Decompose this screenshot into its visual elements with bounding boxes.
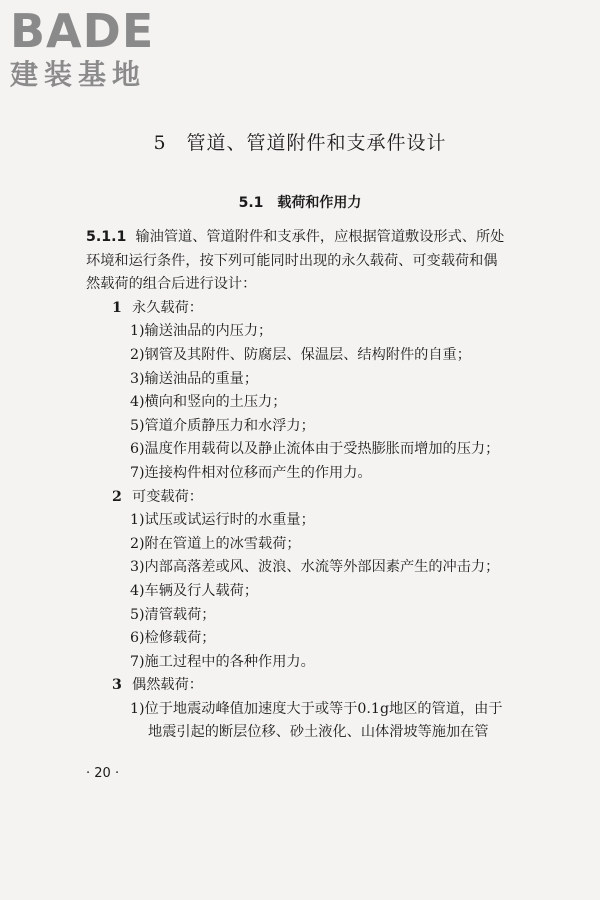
- list-item: 7)施工过程中的各种作用力。: [130, 653, 315, 670]
- clause-text: 输油管道、管道附件和支承件，应根据管道敷设形式、所处: [135, 229, 505, 245]
- bade-logo: [10, 6, 180, 92]
- list-item: 6)检修载荷；: [130, 630, 216, 647]
- list-item: 6)温度作用载荷以及静止流体由于受热膨胀而增加的压力；: [130, 441, 500, 458]
- list-item: 1)试压或试运行时的水重量；: [130, 512, 315, 529]
- group-heading-permanent: [112, 297, 506, 321]
- logo-wordmark: BADE: [10, 4, 155, 58]
- list-item: 4)横向和竖向的土压力；: [130, 394, 287, 411]
- clause-line: 环境和运行条件，按下列可能同时出现的永久载荷、可变载荷和偶: [86, 252, 498, 269]
- group-heading-accidental: [112, 674, 506, 698]
- clause-line: [86, 226, 506, 250]
- list-item: 3)内部高落差或风、波浪、水流等外部因素产生的冲击力；: [130, 559, 500, 576]
- clause-line: 然载荷的组合后进行设计：: [86, 276, 257, 293]
- list-item: 3)输送油品的重量；: [130, 370, 259, 387]
- clause-number: 5.1.1: [86, 229, 127, 245]
- list-item: 1)输送油品的内压力；: [130, 323, 273, 340]
- group-heading-variable: [112, 486, 506, 510]
- group-number: 3: [112, 677, 122, 694]
- logo-subtitle: 建装基地: [10, 58, 147, 91]
- list-item: 7)连接构件相对位移而产生的作用力。: [130, 464, 372, 481]
- list-item: 1)位于地震动峰值加速度大于或等于0.1g地区的管道，由于地震引起的断层位移、砂土液化、山体滑坡等施加在管: [130, 700, 503, 741]
- list-item: 5)管道介质静压力和水浮力；: [130, 417, 315, 434]
- group-title: 永久载荷：: [132, 299, 203, 316]
- list-item: 2)钢管及其附件、防腐层、保温层、结构附件的自重；: [130, 346, 471, 363]
- clause-5-1-1: [86, 226, 506, 297]
- group-title: 可变载荷：: [132, 488, 203, 505]
- group-number: 2: [112, 488, 122, 505]
- list-item: 5)清管载荷；: [130, 606, 216, 623]
- page-number: · 20 ·: [86, 766, 120, 781]
- chapter-title: 5 管道、管道附件和支承件设计: [153, 132, 447, 154]
- section-title: 5.1 载荷和作用力: [238, 195, 362, 211]
- list-item: 2)附在管道上的冰雪载荷；: [130, 535, 301, 552]
- document-body: [86, 226, 506, 745]
- group-number: 1: [112, 299, 122, 316]
- group-title: 偶然载荷：: [132, 677, 203, 694]
- list-item: 4)车辆及行人载荷；: [130, 582, 259, 599]
